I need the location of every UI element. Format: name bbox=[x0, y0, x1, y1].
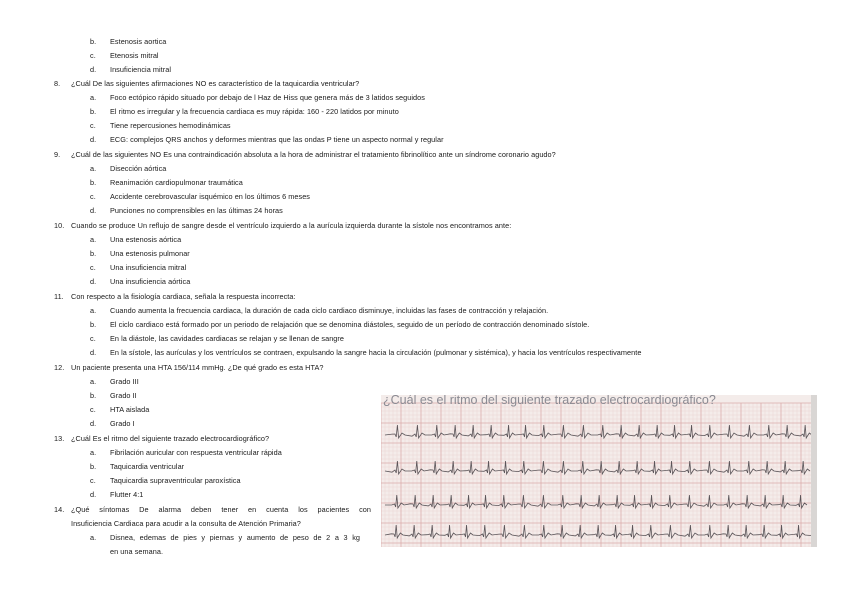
ecg-grid bbox=[381, 395, 817, 547]
option-14a-line2: en una semana. bbox=[110, 547, 164, 556]
question-14-line2: Insuficiencia Cardiaca para acudir a la consulta de Atención Primaria? bbox=[71, 519, 301, 528]
ecg-image-caption: ¿Cuál es el ritmo del siguiente trazado electrocardiográfico? bbox=[383, 395, 716, 407]
document-page: b. Estenosis aortica c. Etenosis mitral d. Insuficiencia mitral 8. ¿Cuál De las siguientes afirmaciones NO es característico de la taquicardia ventricular? a. Foco ectópico rápido situado por debajo de l Haz de Hiss que genera más de 3 latidos seguidos b. El ritmo es irregular y la frecuencia cardiaca es muy rápida: 160 - 220 latidos por minuto c. Tiene repercusiones hemodinámicas d. ECG: complejos QRS anchos y deformes mientras que las ondas P tiene un aspecto normal y regular 9. ¿Cuál de las siguientes NO Es una contraindicación absoluta a la hora de administrar el tratamiento fibrinolítico ante un síndrome coronario agudo? a. Disección aórtica b. Reanimación cardiopulmonar traumática c. Accidente cerebrovascular isquémico en los últimos 6 meses d. Punciones no comprensibles en las últimas 24 horas 10. Cuando se produce Un reflujo de sangre desde el ventrículo izquierdo a la aurícula izquierda durante la sístole nos encontramos ante: a. Una estenosis aórtica b. Una estenosis pulmonar c. Una insuficiencia mitral d. Una insuficiencia aórtica 11. Con respecto a la fisiología cardiaca, señala la respuesta incorrecta: a. Cuando aumenta la frecuencia cardiaca, la duración de cada ciclo cardiaco disminuye, incluidas las fases de contracción y relajación. b. El ciclo cardiaco está formado por un periodo de relajación que se denomina diástoles, seguido de un período de contracción denominado sístole. c. En la diástole, las cavidades cardiacas se relajan y se llenan de sangre d. En la sístole, las aurículas y los ventrículos se contraen, expulsando la sangre hacia la circulación (pulmonar y sistémica), y hacia los ventrículos respectivamente 12. Un paciente presenta una HTA 156/114 mmHg. ¿De qué grado es esta HTA? a. Grado III b. Grado II c. HTA aislada d. Grado I 13. ¿Cuál Es el ritmo del siguiente trazado electrocardiográfico? a. Fibrilación auricular con respuesta ventricular rápida b. Taquicardia ventricular c. Taquicardia supraventricular paroxística d. Flutter 4:1 14. ¿Qué síntomas De alarma deben tener en cuenta los pacientes con Insuficiencia Cardiaca para acudir a la consulta de Atención Primaria? a. Disnea, edemas de pies y piernas y aumento de peso de 2 a 3 kg en una semana. ¿Cuál es el ritmo del siguiente trazado electrocardiográfico? bbox=[0, 0, 848, 599]
ecg-lead-trace bbox=[385, 495, 807, 508]
ecg-trace-image bbox=[381, 395, 817, 547]
ecg-image-edge bbox=[811, 395, 817, 547]
